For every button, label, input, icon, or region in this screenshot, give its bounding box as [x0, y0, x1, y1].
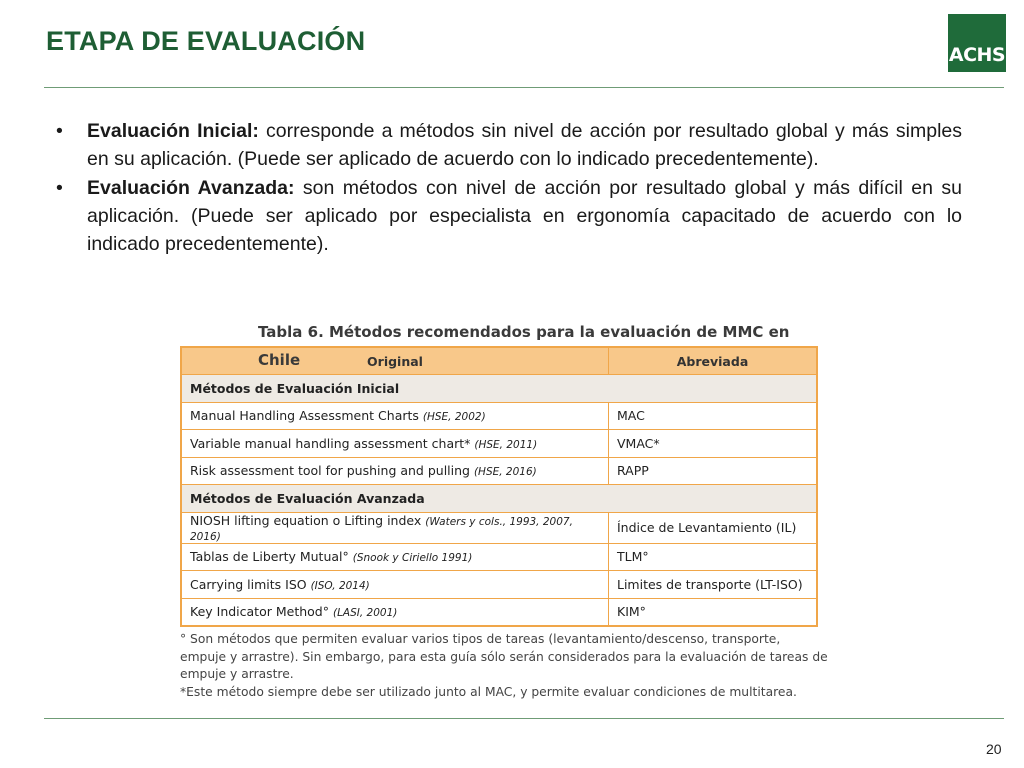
method-ref: (HSE, 2011) [474, 438, 538, 451]
method-name: Risk assessment tool for pushing and pulling [190, 463, 470, 479]
table-row [181, 543, 817, 571]
bullet-evaluacion-inicial [56, 117, 962, 174]
method-name: Tablas de Liberty Mutual° [190, 549, 349, 565]
method-abbr: Limites de transporte (LT-ISO) [609, 571, 818, 599]
method-abbr: Índice de Levantamiento (IL) [609, 512, 818, 543]
methods-table [180, 346, 818, 627]
achs-logo: ACHS [948, 14, 1006, 72]
table-row [181, 512, 817, 543]
methods-table-figure [180, 318, 828, 701]
method-abbr: VMAC* [609, 430, 818, 458]
bullet-dot-icon: • [56, 120, 63, 142]
method-ref: (HSE, 2002) [422, 411, 486, 424]
method-name: Variable manual handling assessment chart* [190, 435, 471, 451]
method-name-cell [181, 430, 609, 458]
table-row [181, 598, 817, 626]
method-name-cell [181, 543, 609, 571]
table-row [181, 457, 817, 485]
header-abreviada: Abreviada [609, 347, 818, 375]
method-name-cell [181, 512, 609, 543]
bullet-text: corresponde a métodos sin nivel de acción por resultado global y más simples en su aplicación. (Puede ser aplicado de acuerdo con lo indicado precedentemente). [87, 120, 962, 171]
footer-divider [44, 718, 1004, 719]
section-title: Métodos de Evaluación Inicial [181, 375, 817, 403]
section-row-avanzada [181, 485, 817, 513]
page-number: 20 [986, 741, 1002, 757]
bullet-term: Evaluación Avanzada: [87, 176, 295, 199]
header-original: Original [181, 347, 609, 375]
bullet-term: Evaluación Inicial: [87, 120, 259, 142]
table-row [181, 571, 817, 599]
bullet-list [56, 117, 962, 258]
method-abbr: MAC [609, 402, 818, 430]
table-notes [180, 631, 830, 701]
table-caption: Tabla 6. Métodos recomendados para la evaluación de MMC en Chile [258, 323, 790, 369]
method-name-cell [181, 402, 609, 430]
method-ref: (Waters y cols., 1993, 2007, 2016) [190, 515, 573, 543]
method-ref: (HSE, 2016) [473, 466, 537, 479]
bullet-dot-icon: • [56, 176, 63, 199]
table-note: ° Son métodos que permiten evaluar varios tipos de tareas (levantamiento/descenso, transporte, empuje y arrastre). Sin embargo, para esta guía sólo serán considerados para la evaluación de tareas de empuje y arrastre. [180, 632, 828, 681]
section-row-inicial [181, 375, 817, 403]
slide-title: ETAPA DE EVALUACIÓN [46, 26, 366, 56]
method-abbr: TLM° [609, 543, 818, 571]
method-name: Manual Handling Assessment Charts [190, 408, 419, 424]
method-name-cell [181, 457, 609, 485]
section-title: Métodos de Evaluación Avanzada [181, 485, 817, 513]
method-ref: (ISO, 2014) [310, 579, 370, 592]
method-name: NIOSH lifting equation o Lifting index [190, 512, 422, 528]
table-note: *Este método siempre debe ser utilizado junto al MAC, y permite evaluar condiciones de multitarea. [180, 684, 797, 699]
method-name: Carrying limits ISO [190, 576, 307, 592]
method-ref: (LASI, 2001) [332, 607, 398, 620]
method-ref: (Snook y Ciriello 1991) [352, 552, 473, 565]
method-abbr: KIM° [609, 598, 818, 626]
table-row [181, 402, 817, 430]
method-name-cell [181, 571, 609, 599]
method-name: Key Indicator Method° [190, 604, 329, 620]
bullet-evaluacion-avanzada [56, 174, 962, 259]
method-abbr: RAPP [609, 457, 818, 485]
method-name-cell [181, 598, 609, 626]
header-divider [44, 87, 1004, 88]
bullet-text: son métodos con nivel de acción por resultado global y más difícil en su aplicación. (Puede ser aplicado por especialista en ergonomía capacitado de acuerdo con lo indicado precedentemente). [87, 176, 962, 256]
table-row [181, 430, 817, 458]
